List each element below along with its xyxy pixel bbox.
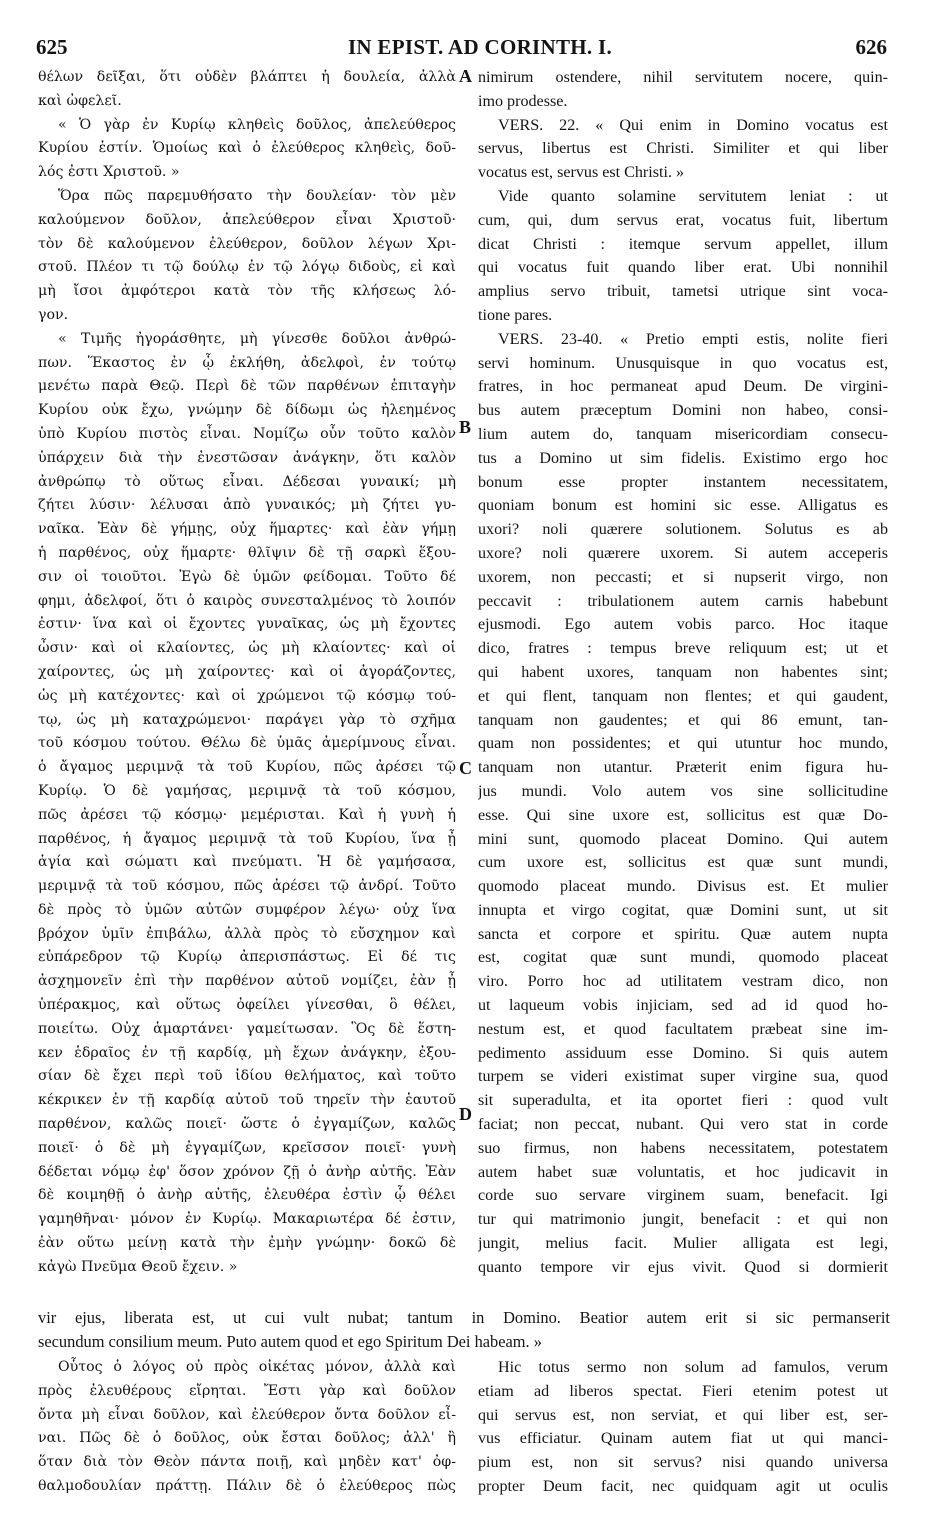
greek-text-line: γαμηθῆναι· μόνον ἐν Κυρίῳ. Μακαριωτέρα δέ ἐστιν, (38, 1211, 456, 1228)
greek-text-line: χαίροντες, ὡς μὴ χαίροντες· καὶ οἱ ἀγοράζοντες, (38, 663, 456, 680)
greek-column-bottom (38, 1356, 456, 1499)
full-width-line: secundum consilium meum. Puto autem quod et ego Spiritum Dei habeam. » (38, 1331, 542, 1351)
latin-text-line: etiam ad liberos spectat. Fieri etenim potest ut (478, 1382, 888, 1400)
greek-text-line: εὐπάρεδρον τῷ Κυρίῳ ἀπερισπάστως. Εἰ δέ τις (38, 949, 456, 966)
greek-text-line: Κυρίου οὐκ ἔχω, γνώμην δὲ δίδωμι ὡς ἠλεημένος (38, 402, 456, 419)
latin-text-line: qui habent uxores, tanquam non habentes sint; (478, 663, 888, 681)
full-width-text (38, 1306, 890, 1354)
greek-column (38, 66, 456, 1280)
greek-text-line: τῳ, ὡς μὴ καταχρώμενοι· παράγει γὰρ τὸ σχῆμα (38, 711, 456, 728)
latin-text-line: jus mundi. Volo autem vos sine sollicitudine (478, 782, 888, 800)
latin-text-line: tur qui matrimonio jungit, benefacit : et qui non (478, 1211, 888, 1229)
greek-text-line: ὑπέρακμος, καὶ οὕτως ὀφείλει γίνεσθαι, ὃ θέλει, (38, 997, 456, 1014)
latin-text-line: VERS. 23-40. « Pretio empti estis, nolite fieri (498, 330, 888, 348)
full-width-line: vir ejus, liberata est, ut cui vult nubat; tantum in Domino. Beatior autem erit si sic permanserit (38, 1308, 890, 1327)
greek-text-line: « Ὁ γὰρ ἐν Κυρίῳ κληθεὶς δοῦλος, ἀπελεύθερος (58, 116, 456, 133)
greek-text-line: ἐὰν οὕτω μείνῃ κατὰ τὴν ἐμὴν γνώμην· δοκῶ δὲ (38, 1235, 456, 1252)
latin-text-line: viro. Porro hoc ad utilitatem vestram dico, non (478, 973, 888, 991)
greek-text-line: Ὅρα πῶς παρεμυθήσατο τὴν δουλείαν· τὸν μὲν (58, 187, 456, 204)
greek-text-line: ἀνθρώπῳ τὸ οὕτως εἶναι. Δέδεσαι γυναικί; μὴ (38, 473, 456, 490)
latin-text-line: jungit, melius facit. Mulier alligata est legi, (478, 1235, 888, 1253)
latin-text-line: Hic totus sermo non solum ad famulos, verum (498, 1359, 888, 1376)
latin-text-line: est, cogitat quæ sunt mundi, quomodo placeat (478, 949, 888, 967)
latin-text-line: bus autem præceptum Domini non habeo, consi- (478, 402, 888, 420)
margin-marker-c: C (459, 758, 472, 778)
greek-text-line: λός ἐστι Χριστοῦ. » (38, 164, 180, 181)
margin-marker-b: B (459, 417, 472, 437)
latin-text-line: pedimento assiduum esse Domino. Si quis autem (478, 1044, 888, 1062)
greek-text-line: φημι, ἀδελφοί, ὅτι ὁ καιρὸς συνεσταλμένος τὸ λοιπόν (38, 592, 456, 609)
latin-text-line: tanquam non utantur. Præterit enim figura hu- (478, 759, 888, 777)
latin-column-bottom (478, 1356, 888, 1499)
greek-text-line: ὅταν διὰ τὸν Θεὸν πάντα ποιῇ, καὶ μηδὲν κατ' ὀφ- (38, 1454, 456, 1471)
latin-text-line: Vide quanto solamine servitutem leniat : ut (498, 187, 888, 205)
latin-text-line: nestum est, et quod facultatem præbeat sine im- (478, 1020, 888, 1038)
greek-text-line: Οὗτος ὁ λόγος οὐ πρὸς οἰκέτας μόνον, ἀλλὰ καὶ (58, 1359, 456, 1375)
latin-text-line: cum, qui, dum servus erat, vocatus fuit, libertum (478, 211, 888, 229)
greek-text-line: ἀσχημονεῖν ἐπὶ τὴν παρθένον αὐτοῦ νομίζει, ἐὰν ᾖ (38, 973, 456, 990)
greek-text-line: ὡς μὴ κατέχοντες· καὶ οἱ χρώμενοι τῷ κόσμῳ τού- (38, 687, 456, 704)
greek-text-line: γον. (38, 306, 69, 323)
latin-text-line: dicat Christi : itemque servum appellet, illum (478, 235, 888, 253)
greek-text-line: ὁ ἄγαμος μεριμνᾷ τὰ τοῦ Κυρίου, πῶς ἀρέσει τῷ (38, 759, 456, 776)
greek-text-line: Κυρίου ἐστίν. Ὁμοίως καὶ ὁ ἐλεύθερος κληθεὶς, δοῦ- (38, 140, 456, 157)
latin-text-line: amplius servo tribuit, tametsi utrique sint voca- (478, 283, 888, 301)
greek-text-line: θέλων δεῖξαι, ὅτι οὐδὲν βλάπτει ἡ δουλεία, ἀλλὰ (38, 69, 456, 85)
latin-text-line: innupta et virgo cogitat, quæ Domini sunt, ut sit (478, 901, 888, 919)
greek-text-line: μενέτω παρὰ Θεῷ. Περὶ δὲ τῶν παρθένων ἐπιταγὴν (38, 378, 456, 395)
latin-text-line: cum uxore est, sollicitus est quæ sunt mundi, (478, 854, 888, 872)
latin-text-line: lium autem do, tanquam misericordiam consecu- (478, 425, 888, 443)
greek-text-line: δέδεται νόμῳ ἐφ' ὅσον χρόνον ζῇ ὁ ἀνὴρ αὐτῆς. Ἐὰν (38, 1163, 456, 1180)
latin-text-line: tus a Domino ut sim fidelis. Existimo ergo hoc (478, 449, 888, 467)
greek-text-line: ποιεῖ· ὁ δὲ μὴ ἐγγαμίζων, κρεῖσσον ποιεῖ· γυνὴ (38, 1139, 456, 1156)
latin-text-line: sancta et corpore et spiritu. Quæ autem nupta (478, 925, 888, 943)
running-title: IN EPIST. AD CORINTH. I. (347, 35, 613, 59)
latin-text-line: bonum esse propter instantem necessitatem, (478, 473, 888, 491)
greek-text-line: ἡ παρθένος, οὐχ ἥμαρτε· θλῖψιν δὲ τῇ σαρκὶ ἕξου- (38, 544, 456, 561)
latin-text-line: faciat; non peccat, nubant. Qui vero stat in corde (478, 1116, 888, 1134)
greek-text-line: ναῖκα. Ἐὰν δὲ γήμῃς, οὐχ ἥμαρτες· καὶ ἐὰν γήμῃ (38, 521, 456, 538)
margin-marker-d: D (459, 1104, 472, 1124)
greek-text-line: « Τιμῆς ἠγοράσθητε, μὴ γίνεσθε δοῦλοι ἀνθρώ- (58, 330, 456, 347)
margin-marker-a: A (459, 66, 472, 86)
latin-text-line: corde suo servare virginem suam, benefacit. Igi (478, 1187, 888, 1205)
latin-text-line: dico, fratres : tempus breve reliquum est; ut et (478, 640, 888, 658)
latin-text-line: quoniam bonum est homini sic esse. Alligatus es (478, 497, 888, 515)
greek-text-line: μεριμνᾷ τὰ τοῦ κόσμου, πῶς ἀρέσει τῷ ἀνδρί. Τοῦτο (38, 878, 456, 895)
latin-text-line: vus efficiatur. Quinam autem fiat ut qui manci- (478, 1430, 888, 1448)
greek-text-line: ὦσιν· καὶ οἱ κλαίοντες, ὡς μὴ κλαίοντες· καὶ οἱ (38, 640, 456, 657)
latin-text-line: servi hominum. Unusquisque in quo vocatus est, (478, 354, 888, 372)
greek-text-line: πρὸς ἐλευθέρους εἴρηται. Ἔστι γὰρ καὶ δοῦλον (38, 1382, 456, 1399)
latin-text-line: autem habet suæ voluntatis, et hoc judicavit in (478, 1163, 888, 1181)
greek-text-line: ζήτει λύσιν· λέλυσαι ἀπὸ γυναικός; μὴ ζήτει γυ- (38, 497, 456, 514)
greek-text-line: ὑπάρχειν διὰ τὴν ἐνεστῶσαν ἀνάγκην, ὅτι καλὸν (38, 449, 456, 466)
greek-text-line: καλούμενον δοῦλον, ἀπελεύθερον εἶναι Χριστοῦ· (38, 211, 456, 228)
latin-text-line: quanto tempore vir ejus vivit. Quod si dormierit (478, 1258, 888, 1276)
latin-text-line: quomodo placeat mundo. Divisus est. Et mulier (478, 878, 888, 896)
latin-text-line: peccavit : tribulationem autem carnis habebunt (478, 592, 888, 610)
page-number-left: 625 (36, 35, 68, 59)
greek-text-line: σίαν δὲ ἔχει περὶ τοῦ ἰδίου θελήματος, καὶ τοῦτο (38, 1068, 456, 1085)
greek-text-line: μὴ ἴσοι ἀμφότεροι κατὰ τὸν τῆς κλήσεως λό- (38, 283, 456, 300)
greek-text-line: παρθένον, καλῶς ποιεῖ· ὥστε ὁ ἐγγαμίζων, καλῶς (38, 1116, 456, 1133)
greek-text-line: ὄντα μὴ εἶναι δοῦλον, καὶ ἐλεύθερον ὄντα δοῦλον εἶ- (38, 1406, 456, 1423)
latin-text-line: uxore? noli quærere uxorem. Si autem acceperis (478, 544, 888, 562)
greek-text-line: πῶς ἀρέσει τῷ κόσμῳ· μεμέρισται. Καὶ ἡ γυνὴ ἡ (38, 806, 456, 823)
greek-text-line: κεν ἑδραῖος ἐν τῇ καρδίᾳ, μὴ ἔχων ἀνάγκην, ἐξου- (38, 1044, 456, 1061)
greek-text-line: δὲ πρὸς τὸ ὑμῶν αὐτῶν συμφέρον λέγω· οὐχ ἵνα (38, 901, 456, 918)
greek-text-line: παρθένος, ἡ ἄγαμος μεριμνᾷ τὰ τοῦ Κυρίου, ἵνα ᾖ (38, 830, 456, 847)
greek-text-line: βρόχον ὑμῖν ἐπιβάλω, ἀλλὰ πρὸς τὸ εὔσχημον καὶ (38, 925, 456, 942)
latin-text-line: tanquam non gaudentes; et qui 86 emunt, tan- (478, 711, 888, 729)
latin-text-line: tione pares. (478, 306, 553, 324)
greek-text-line: Κυρίῳ. Ὁ δὲ γαμήσας, μεριμνᾷ τὰ τοῦ κόσμου, (38, 782, 456, 799)
greek-text-line: ἐστιν· ἵνα καὶ οἱ ἔχοντες γυναῖκας, ὡς μὴ ἔχοντες (38, 616, 456, 633)
latin-text-line: fratres, in hoc permaneat apud Deum. De virgini- (478, 378, 888, 396)
greek-text-line: δὲ κοιμηθῇ ὁ ἀνὴρ αὐτῆς, ἐλευθέρα ἐστὶν ᾧ θέλει (38, 1187, 456, 1204)
latin-text-line: propter Deum facit, nec quidquam agit ut oculis (478, 1477, 888, 1495)
greek-text-line: ὑπὸ Κυρίου πιστὸς εἶναι. Νομίζω οὖν τοῦτο καλὸν (38, 425, 456, 442)
latin-text-line: imo prodesse. (478, 92, 568, 110)
latin-text-line: quam non possidentes; et qui utuntur hoc mundo, (478, 735, 888, 753)
greek-text-line: θαλμοδουλίαν πράττῃ. Πάλιν δὲ ὁ ἐλεύθερος πὼς (38, 1477, 456, 1494)
latin-text-line: nimirum ostendere, nihil servitutem nocere, quin- (478, 69, 888, 86)
latin-text-line: qui vocatus fuit quando liber erat. Ubi nonnihil (478, 259, 888, 277)
latin-text-line: sit superadulta, et ita oportet fieri : quod vult (478, 1092, 888, 1110)
greek-text-line: στοῦ. Πλέον τι τῷ δούλῳ ἐν τῷ λόγῳ διδοὺς, εἰ καὶ (38, 259, 456, 276)
latin-text-line: ejusmodi. Ego autem vobis parco. Hoc itaque (478, 616, 888, 634)
greek-text-line: ἁγία καὶ σώματι καὶ πνεύματι. Ἡ δὲ γαμήσασα, (38, 854, 456, 871)
greek-text-line: καὶ ὠφελεῖ. (38, 92, 122, 109)
latin-text-line: qui servus est, non serviat, et qui liber est, ser- (478, 1406, 888, 1424)
latin-text-line: suo firmus, non habens necessitatem, potestatem (478, 1139, 888, 1157)
latin-text-line: esse. Qui sine uxore est, sollicitus est quæ Do- (478, 806, 888, 824)
latin-text-line: turpem se videri existimat super virgine sua, quod (478, 1068, 888, 1086)
latin-text-line: vocatus est, servus est Christi. » (478, 164, 685, 182)
greek-text-line: πων. Ἕκαστος ἐν ᾧ ἐκλήθη, ἀδελφοὶ, ἐν τούτῳ (38, 354, 456, 371)
page-number-right: 626 (855, 35, 887, 59)
latin-text-line: ut laqueum vobis injiciam, sed ad id quod ho- (478, 997, 888, 1015)
latin-column (478, 66, 888, 1280)
greek-text-line: ναι. Πῶς δὲ ὁ δοῦλος, οὐκ ἔσται δοῦλος; ἀλλ' ἢ (38, 1430, 456, 1447)
latin-text-line: servus, libertus est Christi. Similiter et qui liber (478, 140, 888, 158)
greek-text-line: ποιείτω. Οὐχ ἁμαρτάνει· γαμείτωσαν. Ὃς δὲ ἕστη- (38, 1020, 456, 1037)
latin-text-line: uxori? noli quærere solutionem. Solutus es ab (478, 521, 888, 539)
latin-text-line: pium est, non sit servus? nisi quando universa (478, 1454, 888, 1472)
greek-text-line: τὸν δὲ καλούμενον ἐλεύθερον, δοῦλον λέγων Χρι- (38, 235, 456, 252)
latin-text-line: uxorem, non peccasti; et si nupserit virgo, non (478, 568, 888, 586)
latin-text-line: mini sunt, quomodo placeat Domino. Qui autem (478, 830, 888, 848)
greek-text-line: σιν οἱ τοιοῦτοι. Ἐγὼ δὲ ὑμῶν φείδομαι. Τοῦτο δέ (38, 568, 456, 585)
latin-text-line: VERS. 22. « Qui enim in Domino vocatus est (498, 116, 888, 134)
greek-text-line: κέκρικεν ἐν τῇ καρδίᾳ αὐτοῦ τοῦ τηρεῖν τὴν ἑαυτοῦ (38, 1092, 456, 1109)
greek-text-line: τοῦ κόσμου τούτου. Θέλω δὲ ὑμᾶς ἀμερίμνους εἶναι. (38, 735, 456, 752)
greek-text-line: κἀγὼ Πνεῦμα Θεοῦ ἔχειν. » (38, 1258, 238, 1275)
latin-text-line: et qui flent, tanquam non flentes; et qui gaudent, (478, 687, 888, 705)
